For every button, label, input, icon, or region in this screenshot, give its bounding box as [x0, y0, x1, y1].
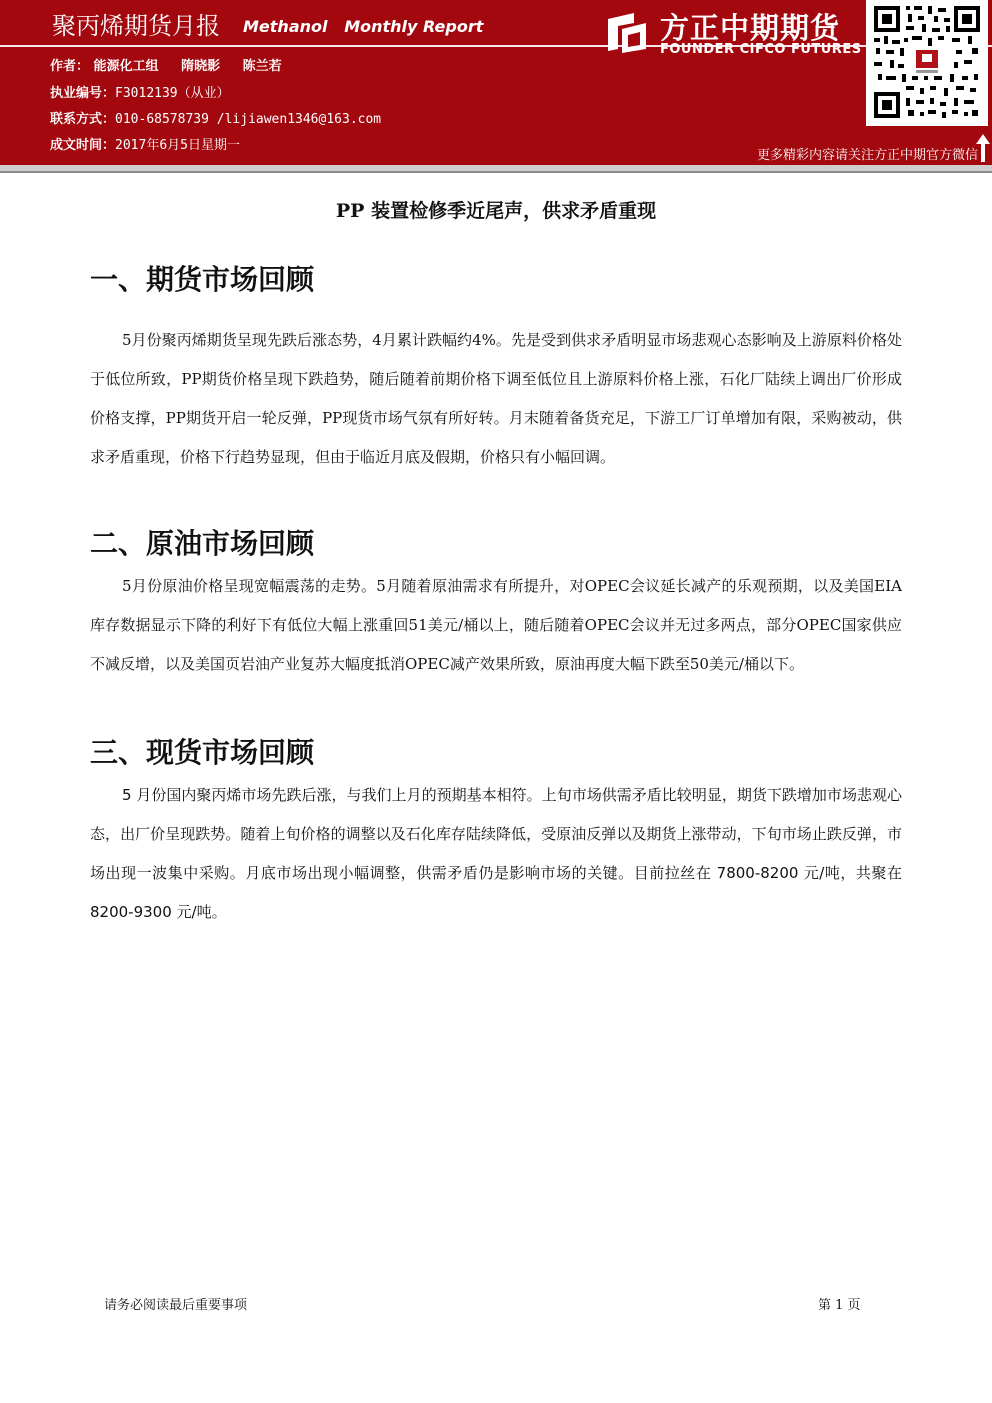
brand-name-en: FOUNDER CIFCO FUTURES — [660, 42, 862, 57]
section-paragraph-crude: 5月份原油价格呈现宽幅震荡的走势。5月随着原油需求有所提升，对OPEC会议延长减产的乐观预期，以及美国EIA库存数据显示下降的利好下有低位大幅上涨重回51美元/桶以上，随后随着OPEC会议并无过多两点，部分OPEC国家供应不减反增，以及美国页岩油产业复苏大幅度抵消OPEC减产效果所致，原油再度大幅下跌至50美元/桶以下。 — [90, 577, 902, 673]
date-label: 成文时间： — [50, 138, 116, 153]
license-line — [50, 82, 230, 101]
qr-code — [866, 0, 988, 126]
date-value: 2017年6月5日星期一 — [115, 138, 240, 153]
license-label: 执业编号： — [50, 86, 116, 101]
author-line — [50, 55, 300, 74]
contact-line — [50, 108, 381, 127]
section-heading-futures: 一、期货市场回顾 — [90, 263, 315, 296]
brand-logo — [602, 6, 862, 62]
author-name-2: 陈兰若 — [242, 59, 282, 74]
author-name-1: 隋晓影 — [181, 59, 221, 74]
section-heading-spot: 三、现货市场回顾 — [90, 736, 315, 769]
section-heading-crude: 二、原油市场回顾 — [90, 527, 315, 560]
date-line — [50, 134, 240, 153]
contact-value: 010-68578739 /lijiawen1346@163.com — [115, 112, 382, 127]
header-band-line — [0, 171, 992, 173]
brand-name-cn: 方正中期期货 — [660, 11, 841, 45]
report-header — [0, 0, 992, 165]
license-value: F3012139（从业） — [115, 86, 230, 101]
report-title-en: Methanol Monthly Report — [243, 17, 484, 36]
document-title: PP 装置检修季近尾声，供求矛盾重现 — [335, 200, 657, 222]
section-paragraph-spot: 5 月份国内聚丙烯市场先跌后涨，与我们上月的预期基本相符。上旬市场供需矛盾比较明显，期货下跌增加市场悲观心态，出厂价呈现跌势。随着上旬价格的调整以及石化库存陆续降低，受原油反弹以及期货上涨带动，下旬市场止跌反弹，市场出现一波集中采购。月底市场出现小幅调整，供需矛盾仍是影响市场的关键。目前拉丝在 7800-8200 元/吨，共聚在 8200-9300 元/吨。 — [90, 786, 902, 921]
qr-code-icon — [872, 4, 982, 120]
founder-logo-icon — [604, 9, 650, 55]
section-paragraph-futures: 5月份聚丙烯期货呈现先跌后涨态势，4月累计跌幅约4%。先是受到供求矛盾明显市场悲观心态影响及上游原料价格处于低位所致，PP期货价格呈现下跌趋势，随后随着前期价格下调至低位且上游原料价格上涨，石化厂陆续上调出厂价形成价格支撑，PP期货开启一轮反弹，PP现货市场气氛有所好转。月末随着备货充足，下游工厂订单增加有限，采购被动，供求矛盾重现，价格下行趋势显现，但由于临近月底及假期，价格只有小幅回调。 — [90, 331, 902, 466]
contact-label: 联系方式： — [50, 112, 116, 127]
arrow-up-icon — [976, 134, 990, 162]
footer-notice: 请务必阅读最后重要事项 — [104, 1298, 248, 1313]
follow-notice: 更多精彩内容请关注方正中期官方微信 — [756, 148, 978, 163]
author-label: 作者： — [50, 59, 90, 74]
author-group: 能源化工组 — [93, 59, 159, 74]
report-title-cn: 聚丙烯期货月报 — [52, 12, 220, 40]
page-number: 第 1 页 — [818, 1298, 861, 1313]
